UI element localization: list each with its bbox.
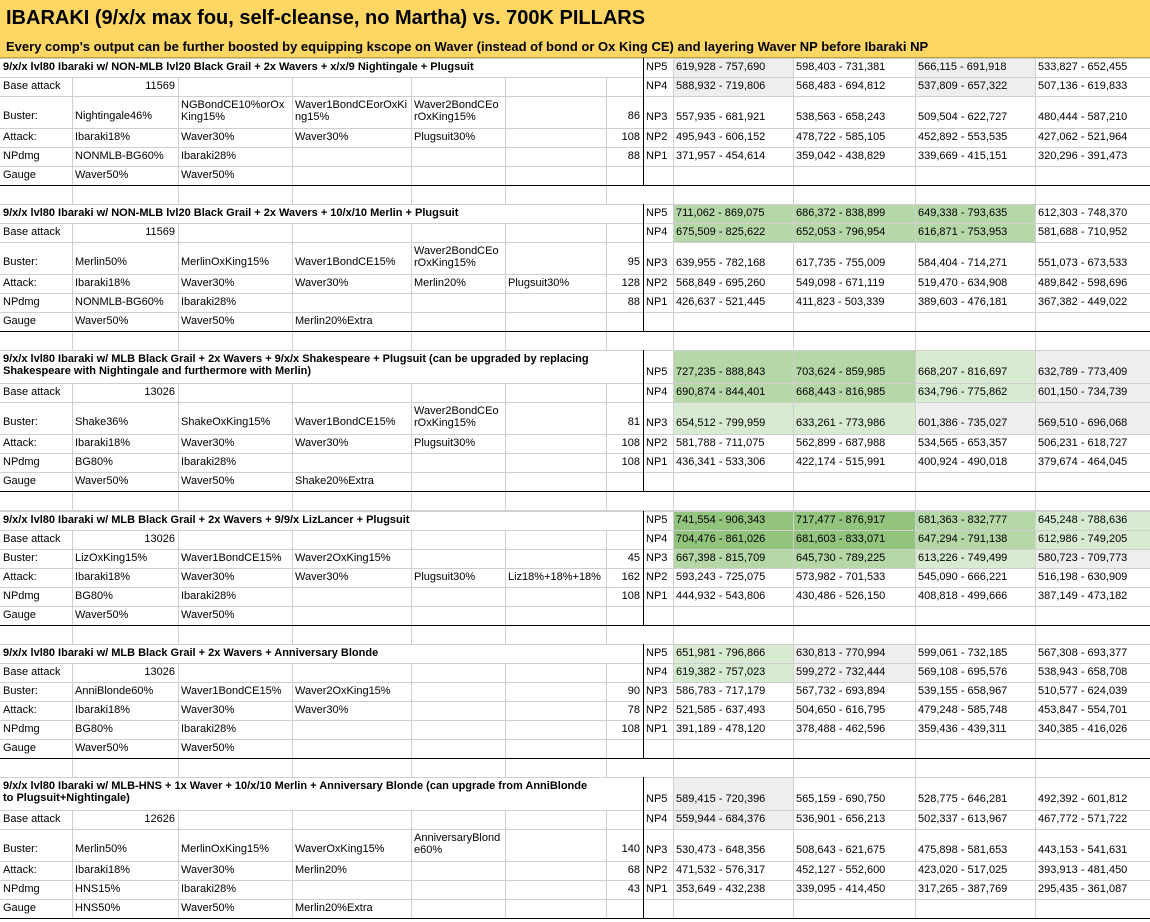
damage-range-cell: 295,435 - 361,087 (1038, 883, 1128, 895)
row-label: Gauge (3, 902, 37, 914)
damage-range-cell: 359,436 - 439,311 (918, 723, 1007, 735)
total-value: 108 (621, 723, 640, 735)
block-title (0, 644, 643, 663)
damage-range-cell: 727,235 - 888,843 (673, 350, 793, 383)
damage-range-cell: 530,473 - 648,356 (676, 844, 766, 856)
np-level-label: NP5 (646, 514, 668, 526)
buff-cell: Waver1BondCE15% (181, 552, 282, 564)
total-value: 78 (627, 704, 640, 716)
damage-range-cell: 545,090 - 666,221 (918, 571, 1008, 583)
base-attack-value: 11569 (145, 226, 175, 238)
damage-range-cell: 567,308 - 693,377 (1038, 647, 1128, 659)
buff-cell: Waver30% (181, 437, 235, 449)
damage-range-cell: 536,901 - 656,213 (796, 813, 886, 825)
damage-range-cell: 506,231 - 618,727 (1038, 437, 1128, 449)
buff-cell: MerlinOxKing15% (181, 256, 270, 268)
block-title (0, 204, 643, 223)
buff-cell: Waver2BondCEorOxKing15% (414, 99, 499, 123)
damage-range-cell: 573,982 - 701,533 (796, 571, 886, 583)
buff-cell: HNS50% (75, 902, 121, 914)
damage-range-cell: 521,585 - 637,493 (676, 704, 766, 716)
base-attack-value: 13026 (144, 386, 175, 398)
row-label: Base attack (3, 666, 61, 678)
damage-range-cell: 480,444 - 587,210 (1038, 111, 1128, 123)
damage-range-cell: 408,818 - 499,666 (918, 590, 1008, 602)
damage-range-cell: 400,924 - 490,018 (918, 456, 1008, 468)
damage-range-cell: 562,899 - 687,988 (796, 437, 886, 449)
buff-cell: Ibaraki18% (75, 437, 131, 449)
block-title (0, 58, 643, 77)
damage-range-cell: 471,532 - 576,317 (676, 864, 766, 876)
buff-cell: HNS15% (75, 883, 121, 895)
damage-range-cell: 645,248 - 788,636 (1035, 511, 1150, 530)
damage-range-cell: 717,477 - 876,917 (793, 511, 915, 530)
total-value: 88 (627, 296, 640, 308)
np-level-label: NP3 (646, 257, 668, 269)
damage-range-cell: 633,261 - 773,986 (793, 402, 915, 434)
np-level-label: NP4 (646, 386, 668, 398)
damage-range-cell: 654,512 - 799,959 (673, 402, 793, 434)
damage-range-cell: 475,898 - 581,653 (918, 844, 1008, 856)
damage-range-cell: 652,053 - 796,954 (793, 223, 915, 242)
block-title (0, 511, 643, 530)
block-title-line: Shakespeare with Nightingale and furthermore with Merlin) (3, 365, 312, 377)
buff-cell: Ibaraki18% (75, 571, 131, 583)
buff-cell: Waver30% (181, 131, 235, 143)
row-label: NPdmg (3, 590, 40, 602)
damage-range-cell: 651,981 - 796,866 (673, 644, 793, 663)
damage-range-cell: 379,674 - 464,045 (1038, 456, 1128, 468)
buff-cell: Merlin20% (414, 277, 466, 289)
buff-cell: Merlin20%Extra (295, 315, 373, 327)
damage-range-cell: 667,398 - 815,709 (673, 549, 793, 568)
damage-range-cell: 478,722 - 585,105 (796, 131, 886, 143)
damage-range-cell: 443,153 - 541,631 (1038, 844, 1128, 856)
damage-range-cell: 568,483 - 694,812 (796, 80, 886, 92)
damage-range-cell: 479,248 - 585,748 (918, 704, 1008, 716)
buff-cell: NONMLB-BG60% (75, 150, 164, 162)
damage-range-cell: 589,415 - 720,396 (673, 777, 793, 810)
row-label: Buster: (3, 685, 38, 697)
damage-range-cell: 703,624 - 859,985 (793, 350, 915, 383)
total-value: 88 (627, 150, 640, 162)
damage-range-cell: 387,149 - 473,182 (1038, 590, 1128, 602)
buff-cell: Merlin50% (75, 256, 127, 268)
damage-range-cell: 593,243 - 725,075 (676, 571, 766, 583)
damage-range-cell: 549,098 - 671,119 (796, 277, 885, 289)
buff-cell: Waver30% (295, 571, 349, 583)
base-attack-value: 12626 (144, 813, 175, 825)
damage-range-cell: 538,563 - 658,243 (796, 111, 886, 123)
buff-cell: Waver50% (75, 742, 129, 754)
damage-range-cell: 619,928 - 757,690 (673, 58, 793, 77)
block-title-line: 9/x/x lvl80 Ibaraki w/ MLB Black Grail + 2x Wavers + 9/9/x LizLancer + Plugsuit (3, 514, 410, 526)
buff-cell: Waver50% (181, 169, 235, 181)
damage-range-cell: 393,913 - 481,450 (1038, 864, 1128, 876)
row-label: Attack: (3, 277, 37, 289)
np-level-label: NP4 (646, 666, 668, 678)
buff-cell: BG80% (75, 456, 113, 468)
buff-cell: Ibaraki28% (181, 150, 237, 162)
buff-cell: LizOxKing15% (75, 552, 148, 564)
damage-range-cell: 452,127 - 552,600 (796, 864, 886, 876)
sheet-subtitle: Every comp's output can be further boosted by equipping kscope on Waver (instead of bond or Ox King CE) and layering Waver NP before Ibaraki NP (0, 36, 1150, 58)
row-label: Gauge (3, 742, 37, 754)
total-value: 86 (627, 110, 640, 122)
buff-cell: Waver30% (181, 864, 235, 876)
total-value: 108 (621, 131, 640, 143)
np-level-label: NP5 (646, 61, 668, 73)
base-attack-value: 13026 (144, 533, 175, 545)
damage-range-cell: 568,849 - 695,260 (676, 277, 766, 289)
damage-range-cell: 502,337 - 613,967 (918, 813, 1008, 825)
damage-range-cell: 452,892 - 553,535 (918, 131, 1008, 143)
damage-range-cell: 534,565 - 653,357 (918, 437, 1008, 449)
np-level-label: NP2 (646, 131, 668, 143)
damage-range-cell: 389,603 - 476,181 (918, 296, 1008, 308)
damage-range-cell: 567,732 - 693,894 (796, 685, 886, 697)
sheet-title: IBARAKI (9/x/x max fou, self-cleanse, no Martha) vs. 700K PILLARS (0, 0, 1150, 36)
damage-range-cell: 581,788 - 711,075 (676, 437, 765, 449)
base-attack-value: 11569 (145, 80, 175, 92)
np-level-label: NP5 (646, 793, 668, 805)
np-level-label: NP4 (646, 813, 668, 825)
buff-cell: Ibaraki28% (181, 296, 237, 308)
damage-range-cell: 320,296 - 391,473 (1038, 150, 1128, 162)
np-level-label: NP2 (646, 437, 668, 449)
damage-range-cell: 649,338 - 793,635 (915, 204, 1035, 223)
row-label: NPdmg (3, 723, 40, 735)
np-level-label: NP2 (646, 277, 668, 289)
np-level-label: NP4 (646, 533, 668, 545)
row-label: Gauge (3, 609, 37, 621)
damage-range-cell: 616,871 - 753,953 (915, 223, 1035, 242)
row-label: Attack: (3, 131, 37, 143)
damage-range-cell: 581,688 - 710,952 (1038, 226, 1128, 238)
buff-cell: Plugsuit30% (508, 277, 570, 289)
total-value: 162 (621, 571, 640, 583)
np-level-label: NP3 (646, 844, 668, 856)
damage-range-cell: 519,470 - 634,908 (918, 277, 1008, 289)
buff-cell: Waver30% (181, 571, 235, 583)
buff-cell: Waver50% (181, 475, 235, 487)
np-level-label: NP1 (646, 150, 668, 162)
buff-cell: Merlin50% (75, 843, 127, 855)
damage-range-cell: 509,504 - 622,727 (918, 111, 1008, 123)
damage-range-cell: 559,944 - 684,376 (673, 810, 793, 829)
buff-cell: Nightingale46% (75, 110, 153, 122)
total-value: 108 (621, 437, 640, 449)
damage-range-cell: 453,847 - 554,701 (1038, 704, 1128, 716)
block-title-line: 9/x/x lvl80 Ibaraki w/ NON-MLB lvl20 Black Grail + 2x Wavers + 10/x/10 Merlin + Plugsuit (3, 207, 459, 219)
damage-range-cell: 599,272 - 732,444 (793, 663, 915, 682)
buff-cell: Ibaraki18% (75, 277, 131, 289)
np-level-label: NP2 (646, 864, 668, 876)
damage-range-cell: 353,649 - 432,238 (676, 883, 766, 895)
row-label: Base attack (3, 533, 61, 545)
buff-cell: Waver1BondCE15% (295, 256, 396, 268)
damage-range-cell: 422,174 - 515,991 (796, 456, 886, 468)
row-label: Base attack (3, 386, 61, 398)
row-label: Buster: (3, 416, 38, 428)
row-label: Attack: (3, 864, 37, 876)
buff-cell: Waver2BondCEorOxKing15% (414, 405, 499, 429)
row-label: Gauge (3, 169, 37, 181)
buff-cell: Waver50% (75, 169, 129, 181)
damage-range-cell: 612,986 - 749,205 (1035, 530, 1150, 549)
damage-range-cell: 492,392 - 601,812 (1038, 793, 1128, 805)
damage-range-cell: 557,935 - 681,921 (676, 111, 766, 123)
damage-range-cell: 584,404 - 714,271 (918, 257, 1008, 269)
buff-cell: NONMLB-BG60% (75, 296, 164, 308)
damage-range-cell: 690,874 - 844,401 (673, 383, 793, 402)
row-label: NPdmg (3, 883, 40, 895)
damage-range-cell: 339,095 - 414,450 (796, 883, 886, 895)
np-level-label: NP5 (646, 366, 668, 378)
damage-range-cell: 634,796 - 775,862 (915, 383, 1035, 402)
buff-cell: Waver50% (181, 902, 235, 914)
buff-cell: Waver30% (295, 131, 349, 143)
buff-cell: Waver50% (181, 742, 235, 754)
damage-range-cell: 613,226 - 749,499 (915, 549, 1035, 568)
damage-range-cell: 599,061 - 732,185 (918, 647, 1008, 659)
damage-range-cell: 340,385 - 416,026 (1038, 723, 1128, 735)
damage-range-cell: 539,155 - 658,967 (918, 685, 1008, 697)
buff-cell: Waver30% (295, 437, 349, 449)
damage-range-cell: 537,809 - 657,322 (915, 77, 1035, 96)
buff-cell: NGBondCE10%orOxKing15% (181, 99, 285, 123)
np-level-label: NP2 (646, 571, 668, 583)
damage-range-cell: 444,932 - 543,806 (676, 590, 766, 602)
total-value: 108 (621, 590, 640, 602)
row-label: Attack: (3, 704, 37, 716)
buff-cell: Waver50% (75, 315, 129, 327)
total-value: 90 (627, 685, 640, 697)
buff-cell: Ibaraki28% (181, 883, 237, 895)
total-value: 45 (627, 552, 640, 564)
np-level-label: NP1 (646, 723, 668, 735)
np-level-label: NP1 (646, 590, 668, 602)
buff-cell: Merlin20% (295, 864, 347, 876)
total-value: 108 (621, 456, 640, 468)
damage-range-cell: 612,303 - 748,370 (1038, 207, 1128, 219)
damage-range-cell: 704,476 - 861,026 (673, 530, 793, 549)
damage-range-cell: 586,783 - 717,179 (676, 685, 766, 697)
buff-cell: Ibaraki18% (75, 864, 131, 876)
damage-range-cell: 668,207 - 816,697 (915, 350, 1035, 383)
buff-cell: Ibaraki28% (181, 456, 237, 468)
row-label: Attack: (3, 571, 37, 583)
row-label: Buster: (3, 256, 38, 268)
total-value: 128 (621, 277, 640, 289)
damage-range-cell: 598,403 - 731,381 (796, 61, 886, 73)
total-value: 81 (627, 416, 640, 428)
buff-cell: BG80% (75, 590, 113, 602)
total-value: 43 (627, 883, 640, 895)
base-attack-value: 13026 (144, 666, 175, 678)
damage-range-cell: 580,723 - 709,773 (1035, 549, 1150, 568)
np-level-label: NP1 (646, 883, 668, 895)
block-title-line: 9/x/x lvl80 Ibaraki w/ MLB-HNS + 1x Waver + 10/x/10 Merlin + Anniversary Blonde (can upgrade from AnniBlonde (3, 780, 588, 792)
damage-range-cell: 516,198 - 630,909 (1038, 571, 1128, 583)
damage-range-cell: 681,603 - 833,071 (793, 530, 915, 549)
damage-range-cell: 617,735 - 755,009 (796, 257, 886, 269)
buff-cell: Waver1BondCE15% (181, 685, 282, 697)
buff-cell: Ibaraki18% (75, 704, 131, 716)
np-level-label: NP1 (646, 296, 668, 308)
row-label: Gauge (3, 315, 37, 327)
np-level-label: NP2 (646, 704, 668, 716)
block-title-line: 9/x/x lvl80 Ibaraki w/ MLB Black Grail + 2x Wavers + 9/x/x Shakespeare + Plugsuit (can be upgraded by replacing (3, 353, 589, 365)
damage-range-cell: 504,650 - 616,795 (796, 704, 886, 716)
buff-cell: ShakeOxKing15% (181, 416, 271, 428)
buff-cell: Waver30% (181, 704, 235, 716)
row-label: NPdmg (3, 456, 40, 468)
buff-cell: Waver50% (75, 609, 129, 621)
damage-range-cell: 423,020 - 517,025 (918, 864, 1008, 876)
buff-cell: Shake36% (75, 416, 129, 428)
damage-range-cell: 371,957 - 454,614 (676, 150, 766, 162)
damage-range-cell: 632,789 - 773,409 (1035, 350, 1150, 383)
buff-cell: Waver50% (181, 315, 235, 327)
buff-cell: Ibaraki28% (181, 723, 237, 735)
damage-range-cell: 639,955 - 782,168 (676, 257, 766, 269)
block-title (0, 350, 643, 383)
total-value: 140 (621, 843, 640, 855)
damage-range-cell: 565,159 - 690,750 (796, 793, 886, 805)
damage-range-cell: 569,510 - 696,068 (1035, 402, 1150, 434)
damage-range-cell: 619,382 - 757,023 (673, 663, 793, 682)
buff-cell: Waver30% (295, 704, 349, 716)
damage-range-cell: 507,136 - 619,833 (1038, 80, 1128, 92)
damage-range-cell: 668,443 - 816,985 (793, 383, 915, 402)
damage-range-cell: 711,062 - 869,075 (673, 204, 793, 223)
np-level-label: NP5 (646, 207, 668, 219)
damage-range-cell: 538,943 - 658,708 (1038, 666, 1128, 678)
buff-cell: Waver50% (181, 609, 235, 621)
damage-range-cell: 741,554 - 906,343 (673, 511, 793, 530)
buff-cell: Plugsuit30% (414, 437, 476, 449)
buff-cell: Waver2BondCEorOxKing15% (414, 245, 499, 269)
damage-range-cell: 675,509 - 825,622 (673, 223, 793, 242)
damage-range-cell: 601,386 - 735,027 (915, 402, 1035, 434)
damage-range-cell: 436,341 - 533,306 (676, 456, 766, 468)
damage-range-cell: 430,486 - 526,150 (796, 590, 886, 602)
damage-range-cell: 467,772 - 571,722 (1038, 813, 1128, 825)
damage-range-cell: 391,189 - 478,120 (676, 723, 766, 735)
damage-range-cell: 510,577 - 624,039 (1038, 685, 1128, 697)
buff-cell: Waver2OxKing15% (295, 552, 391, 564)
damage-range-cell: 359,042 - 438,829 (796, 150, 886, 162)
damage-range-cell: 317,265 - 387,769 (918, 883, 1008, 895)
total-value: 95 (627, 256, 640, 268)
np-level-label: NP3 (646, 685, 668, 697)
buff-cell: Ibaraki18% (75, 131, 131, 143)
damage-range-cell: 630,813 - 770,994 (793, 644, 915, 663)
damage-range-cell: 427,062 - 521,964 (1038, 131, 1128, 143)
damage-range-cell: 566,115 - 691,918 (915, 58, 1035, 77)
damage-range-cell: 489,842 - 598,696 (1038, 277, 1128, 289)
row-label: Buster: (3, 843, 38, 855)
damage-range-cell: 551,073 - 673,533 (1038, 257, 1128, 269)
buff-cell: Waver30% (295, 277, 349, 289)
damage-range-cell: 647,294 - 791,138 (915, 530, 1035, 549)
damage-range-cell: 378,488 - 462,596 (796, 723, 886, 735)
np-level-label: NP3 (646, 111, 668, 123)
np-level-label: NP4 (646, 226, 668, 238)
buff-cell: MerlinOxKing15% (181, 843, 270, 855)
total-value: 68 (627, 864, 640, 876)
damage-range-cell: 339,669 - 415,151 (918, 150, 1008, 162)
buff-cell: Waver2OxKing15% (295, 685, 391, 697)
damage-range-cell: 426,637 - 521,445 (676, 296, 766, 308)
np-level-label: NP3 (646, 552, 668, 564)
buff-cell: Plugsuit30% (414, 131, 476, 143)
np-level-label: NP4 (646, 80, 668, 92)
damage-range-cell: 528,775 - 646,281 (918, 793, 1008, 805)
buff-cell: Shake20%Extra (295, 475, 374, 487)
row-label: Base attack (3, 226, 61, 238)
row-label: NPdmg (3, 296, 40, 308)
row-label: Base attack (3, 813, 61, 825)
np-level-label: NP5 (646, 647, 668, 659)
buff-cell: AnniversaryBlonde60% (414, 832, 501, 856)
row-label: Base attack (3, 80, 61, 92)
damage-range-cell: 686,372 - 838,899 (793, 204, 915, 223)
block-title (0, 777, 643, 810)
row-label: Buster: (3, 552, 38, 564)
buff-cell: Waver1BondCE15% (295, 416, 396, 428)
buff-cell: Ibaraki28% (181, 590, 237, 602)
damage-range-cell: 411,823 - 503,339 (796, 296, 885, 308)
damage-range-cell: 367,382 - 449,022 (1038, 296, 1128, 308)
damage-range-cell: 508,643 - 621,675 (796, 844, 886, 856)
damage-range-cell: 645,730 - 789,225 (793, 549, 915, 568)
buff-cell: Waver1BondCEorOxKing15% (295, 99, 408, 123)
block-title-line: 9/x/x lvl80 Ibaraki w/ MLB Black Grail + 2x Wavers + Anniversary Blonde (3, 647, 379, 659)
np-level-label: NP3 (646, 417, 668, 429)
buff-cell: AnniBlonde60% (75, 685, 154, 697)
buff-cell: BG80% (75, 723, 113, 735)
buff-cell: Liz18%+18%+18% (508, 571, 601, 583)
buff-cell: Plugsuit30% (414, 571, 476, 583)
damage-range-cell: 681,363 - 832,777 (915, 511, 1035, 530)
damage-range-cell: 495,943 - 606,152 (676, 131, 766, 143)
damage-range-cell: 569,108 - 695,576 (918, 666, 1008, 678)
damage-range-cell: 533,827 - 652,455 (1038, 61, 1128, 73)
buff-cell: WaverOxKing15% (295, 843, 385, 855)
buff-cell: Waver30% (181, 277, 235, 289)
row-label: NPdmg (3, 150, 40, 162)
buff-cell: Merlin20%Extra (295, 902, 373, 914)
row-label: Buster: (3, 110, 38, 122)
row-label: Gauge (3, 475, 37, 487)
buff-cell: Waver50% (75, 475, 129, 487)
damage-range-cell: 588,932 - 719,806 (673, 77, 793, 96)
block-title-line: to Plugsuit+Nightingale) (3, 792, 130, 804)
np-level-label: NP1 (646, 456, 668, 468)
damage-range-cell: 601,150 - 734,739 (1035, 383, 1150, 402)
row-label: Attack: (3, 437, 37, 449)
block-title-line: 9/x/x lvl80 Ibaraki w/ NON-MLB lvl20 Black Grail + 2x Wavers + x/x/9 Nightingale + Plugsuit (3, 61, 474, 73)
